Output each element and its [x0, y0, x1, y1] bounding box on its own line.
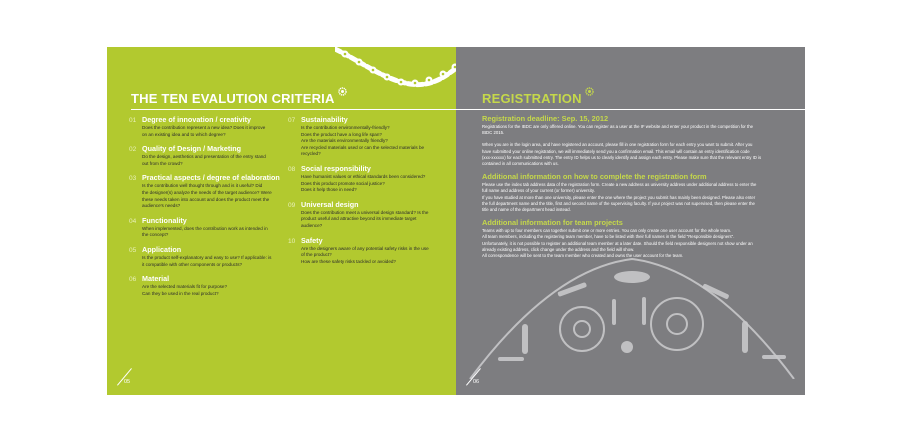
page-number: 05 — [124, 379, 131, 385]
criterion-description: When implemented, does the contribution work as intended in the concept? — [142, 225, 268, 238]
section-title: Additional information for team projects — [482, 218, 623, 228]
criterion-title: Material — [142, 274, 170, 284]
gear-icon — [584, 85, 595, 100]
criterion-description: Is the product self-explanatory and easy to use? If applicable: is it compatible with other components or products? — [142, 254, 272, 267]
section-title: Additional information on how to complete the registration form — [482, 172, 707, 182]
criterion-number: 09 — [288, 201, 296, 209]
criterion-description: Is the contribution well thought through and is it useful? Did the designer(s) analyze the needs of the target audience? Were these needs taken into account and does the product meet the audience's needs? — [142, 183, 272, 209]
criterion-title: Safety — [301, 235, 323, 245]
criterion-06 — [129, 274, 284, 297]
bicycle-chain-graphic — [335, 47, 456, 97]
left-page — [107, 47, 456, 395]
criterion-description: Is the contribution environmentally-friendly? Does the product have a long life span? Are the materials environmentally friendly? Are recycled materials used or can the selected materials be recycled? — [301, 125, 425, 157]
criterion-description: Does the contribution represent a new idea? Does it improve on an existing idea and to which degree? — [142, 125, 266, 137]
criterion-number: 05 — [129, 246, 137, 254]
criterion-number: 03 — [129, 175, 137, 183]
criterion-title: Functionality — [142, 215, 187, 225]
criteria-column-2 — [288, 115, 448, 271]
page-number: 06 — [473, 379, 480, 385]
heading-rule — [456, 109, 805, 110]
criterion-description: Do the design, aesthetics and presentation of the entry stand out from the crowd? — [142, 154, 266, 166]
gear-icon — [337, 85, 348, 100]
criterion-description: Does the contribution meet a universal design standard? Is the product useful and attractive beyond its immediate target audience? — [301, 209, 429, 228]
right-page — [456, 47, 805, 395]
criterion-09 — [288, 200, 448, 230]
bicycle-parts-illustration — [462, 229, 802, 379]
criterion-number: 02 — [129, 146, 137, 154]
heading-text: THE TEN EVALUTION CRITERIA — [131, 91, 335, 106]
criterion-description: Are the selected materials fit for purpose? Can they be used in the real product? — [142, 284, 228, 296]
criterion-08 — [288, 164, 448, 194]
criterion-number: 04 — [129, 217, 137, 225]
criterion-title: Application — [142, 244, 182, 254]
criterion-04 — [129, 216, 284, 239]
right-page-heading — [482, 91, 595, 106]
section-paragraph: When you are in the login area, and have registered an account, please fill in one registration form for each entry you want to submit. After you have submitted your online registration, we will immediately send you a confirmation email. This email will contain an entry identification code (xxx-xxxxxx) for each submitted entry. The entry ID helps us to clearly identify and assign each entry. Please make sure that the relevant entry ID is contained in all communications with us. — [482, 142, 762, 167]
section-paragraph: Please use the index tab address data of the registration form. Create a new address as university address under additional address to enter the full name and address of your current (or former) university. If you have studied at more than one university, please enter the one where the project you submit has mainly been designed. Please also enter the full department name and the title, first and second name of the supervising faculty. If your project was not supervised, then please enter the title and name of the department head instead. — [482, 182, 757, 213]
heading-rule — [131, 109, 456, 110]
criterion-description: Have humanist values or ethical standards been considered? Does this product promote social justice? Does it help those in need? — [301, 173, 426, 193]
section-title: Registration deadline: Sep. 15, 2012 — [482, 114, 609, 123]
criterion-01 — [129, 115, 284, 138]
criterion-number: 10 — [288, 237, 296, 245]
section-paragraph: Teams with up to four members can together submit one or more entries. You can only create one user account for the whole team. All team members, including the registering team member, have to be listed with their full names in the field "Responsible designers". Unfortunately, it is not possible to register an additional team member at a later date. Should the field responsible designers not show under an already existing address, click change under the address and the field will show. All correspondence will be sent to the team member who created and owns the user account for the team. — [482, 228, 753, 259]
criterion-title: Degree of innovation / creativity — [142, 115, 252, 124]
criterion-number: 08 — [288, 165, 296, 173]
criterion-02 — [129, 144, 284, 167]
criterion-title: Universal design — [301, 199, 359, 209]
criterion-03 — [129, 173, 284, 209]
criterion-title: Sustainability — [301, 115, 348, 124]
criterion-title: Quality of Design / Marketing — [142, 144, 242, 154]
criterion-number: 07 — [288, 117, 296, 124]
heading-text: REGISTRATION — [482, 91, 582, 106]
brochure-spread — [107, 47, 805, 395]
left-page-heading — [131, 91, 348, 106]
criteria-column-1 — [129, 115, 284, 303]
criterion-title: Practical aspects / degree of elaboration — [142, 173, 280, 183]
criterion-10 — [288, 236, 448, 266]
section-paragraph: Registrations for the IBDC are only offered online. You can register as a user at the IF website and enter your product in the competition for the IBDC 2015. — [482, 124, 754, 136]
criterion-05 — [129, 245, 284, 268]
criterion-number: 01 — [129, 117, 137, 124]
criterion-number: 06 — [129, 276, 137, 284]
criterion-description: Are the designers aware of any potential safety risks in the use of the product? How are these safety risks tackled or avoided? — [301, 245, 429, 264]
criterion-title: Social responsibility — [301, 163, 371, 173]
criterion-07 — [288, 115, 448, 158]
